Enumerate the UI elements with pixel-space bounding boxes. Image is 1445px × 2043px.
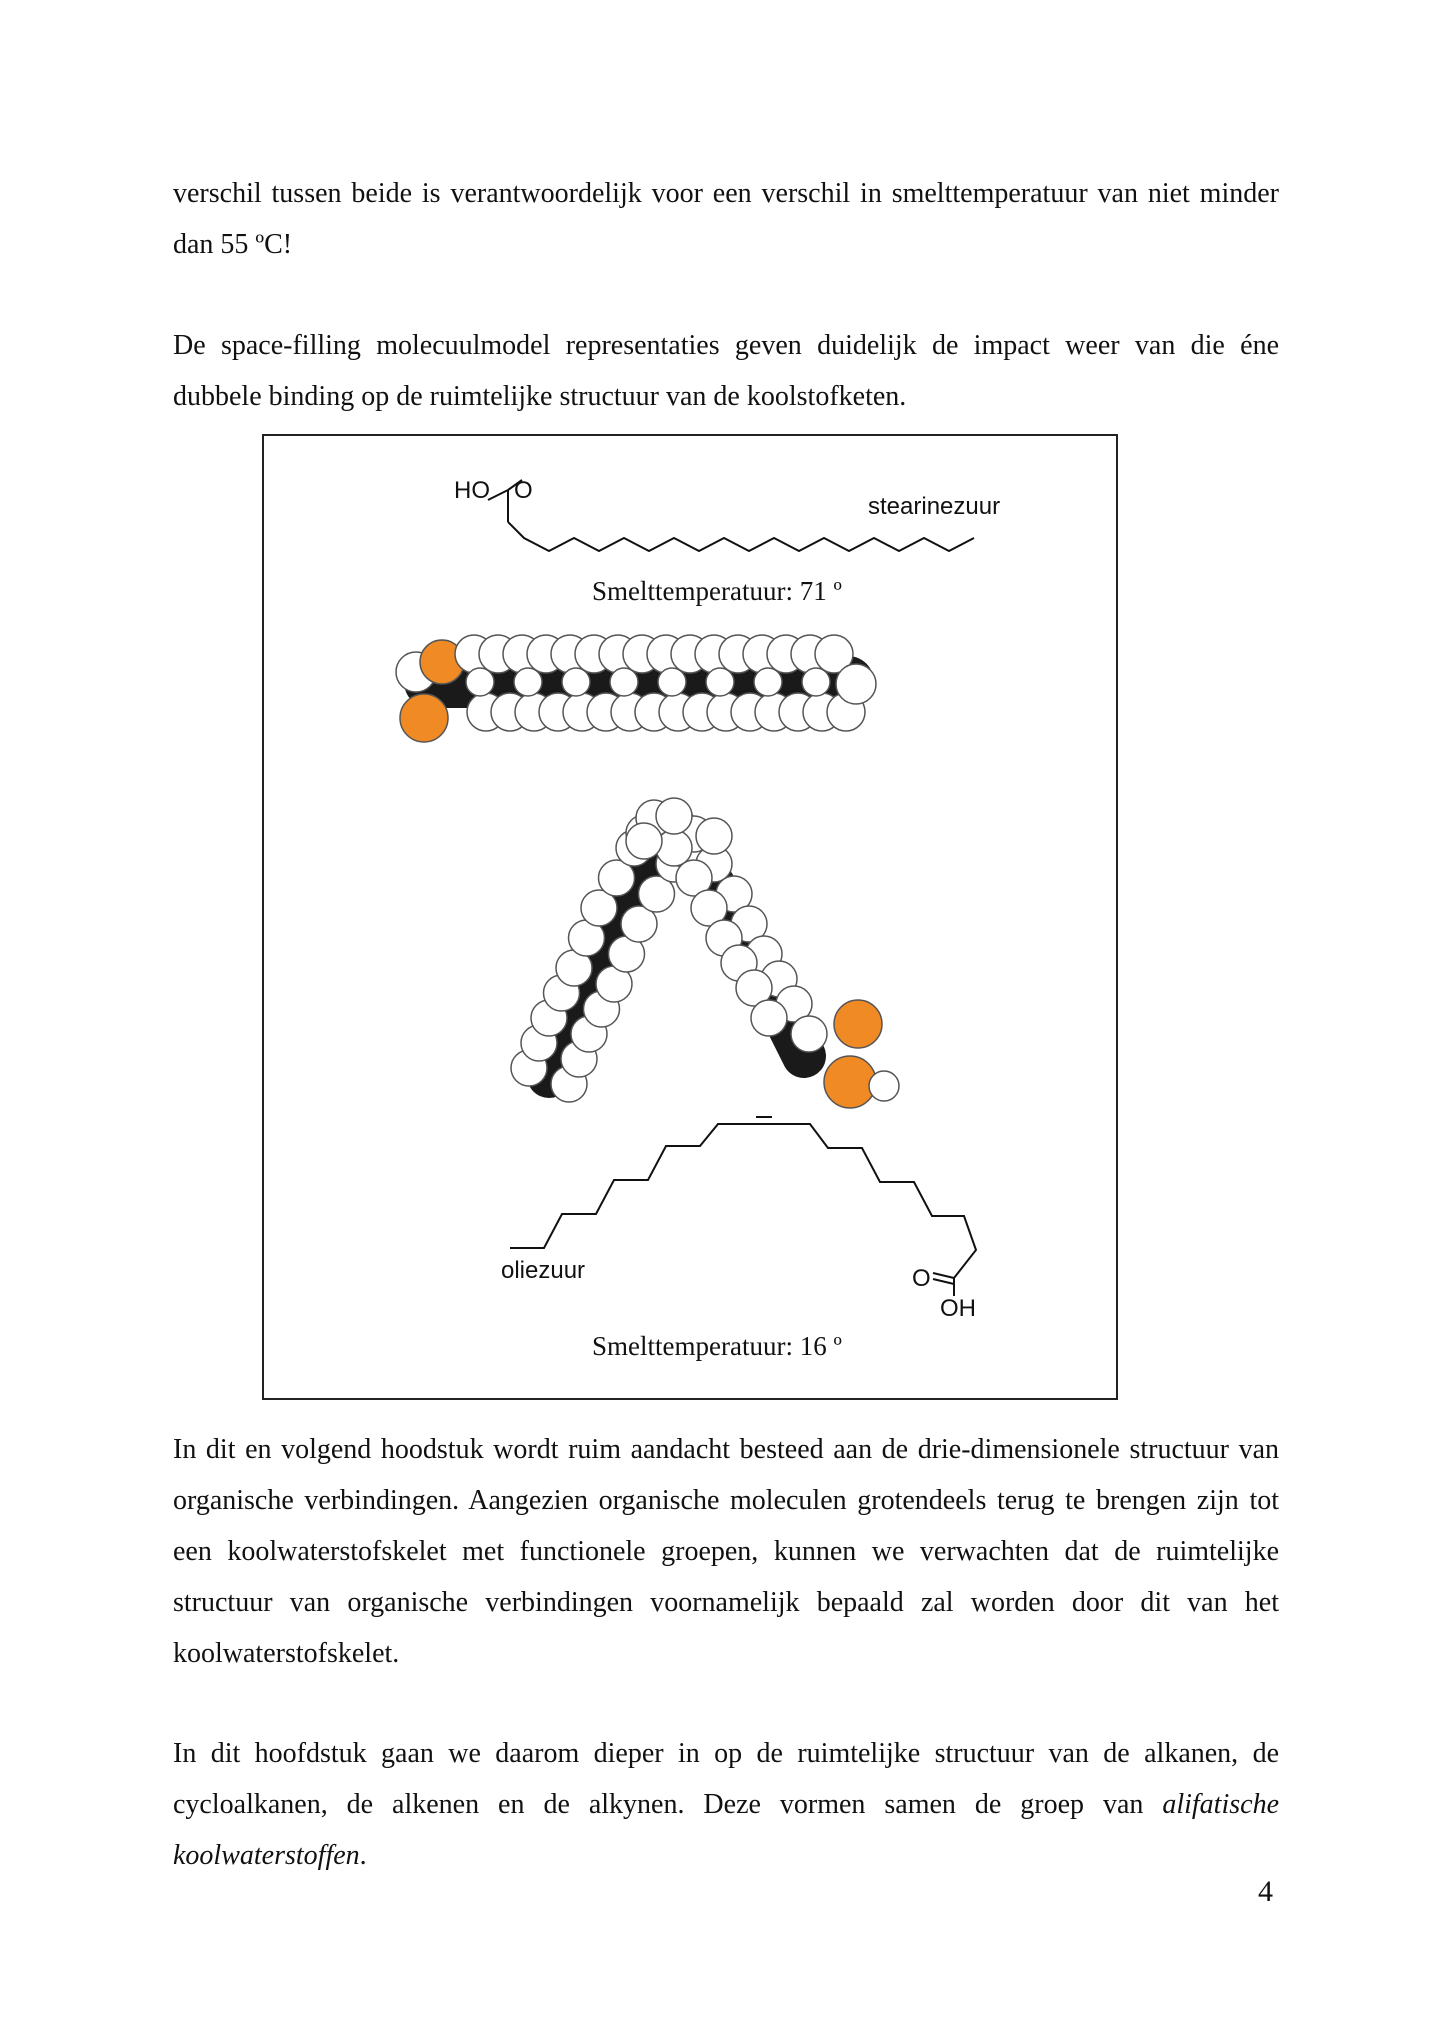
hydrogen-atom bbox=[610, 668, 638, 696]
hydrogen-atom bbox=[802, 668, 830, 696]
stearic-acid-skeletal-formula bbox=[454, 477, 1000, 551]
oleic-o-label: O bbox=[912, 1265, 931, 1292]
hydrogen-atom bbox=[706, 668, 734, 696]
paragraph-3: In dit en volgend hoodstuk wordt ruim aandacht besteed aan de drie-dimensionele structuur van organische verbindingen. Aangezien organische moleculen grotendeels terug te brengen zijn tot een koolwaterstofskelet met functionele groepen, kunnen we verwachten dat de ruimtelijke structuur van organische verbindingen voornamelijk bepaald zal worden door dit van het koolwaterstofskelet. bbox=[173, 1434, 1279, 1669]
paragraph-4-end: . bbox=[359, 1840, 367, 1871]
oleic-oh-label: OH bbox=[940, 1295, 976, 1322]
oleic-chain bbox=[510, 1124, 976, 1278]
paragraph-4-italic-term: alifatische koolwaterstoffen bbox=[173, 1789, 1279, 1871]
paragraph-1: verschil tussen beide is verantwoordelijk voor een verschil in smelttemperatuur van niet minder dan 55 ºC! bbox=[173, 178, 1279, 260]
hydrogen-atom bbox=[791, 1016, 827, 1052]
oleic-acid-skeletal-formula bbox=[501, 1117, 976, 1322]
oleic-space-filling-model bbox=[511, 798, 899, 1108]
hydrogen-atom bbox=[754, 668, 782, 696]
hydrogen-atom bbox=[656, 798, 692, 834]
hydrogen-atom bbox=[514, 668, 542, 696]
stearic-melting-point: Smelttemperatuur: 71 º bbox=[592, 576, 842, 606]
paragraph-4-text: In dit hoofdstuk gaan we daarom dieper in op de ruimtelijke structuur van de alkanen, de cycloalkanen, de alkenen en de alkynen. Deze vormen samen de groep van bbox=[173, 1738, 1279, 1820]
hydrogen-atom bbox=[626, 823, 662, 859]
hydrogen-atom bbox=[696, 818, 732, 854]
hydrogen-atom bbox=[562, 668, 590, 696]
stearic-space-filling-model bbox=[396, 635, 876, 742]
hydrogen-atom bbox=[466, 668, 494, 696]
page-number: 4 bbox=[1258, 1875, 1273, 1908]
oleic-name-label: oliezuur bbox=[501, 1257, 586, 1284]
fatty-acid-figure bbox=[262, 434, 1118, 1400]
paragraph-4 bbox=[173, 1728, 1279, 1881]
paragraph-2: De space-filling molecuulmodel representaties geven duidelijk de impact weer van die éne dubbele binding op de ruimtelijke structuur van de koolstofketen. bbox=[173, 330, 1279, 412]
oleic-melting-point: Smelttemperatuur: 16 º bbox=[592, 1331, 842, 1361]
hydrogen-atom bbox=[658, 668, 686, 696]
figure-canvas bbox=[264, 436, 1120, 1402]
stearic-o-label: O bbox=[514, 477, 533, 504]
stearic-ho-label: HO bbox=[454, 477, 490, 504]
stearic-name-label: stearinezuur bbox=[868, 493, 1001, 520]
stearic-chain bbox=[508, 522, 974, 551]
stearic-hydrogen-atoms bbox=[455, 635, 865, 731]
hydrogen-atom bbox=[751, 1000, 787, 1036]
